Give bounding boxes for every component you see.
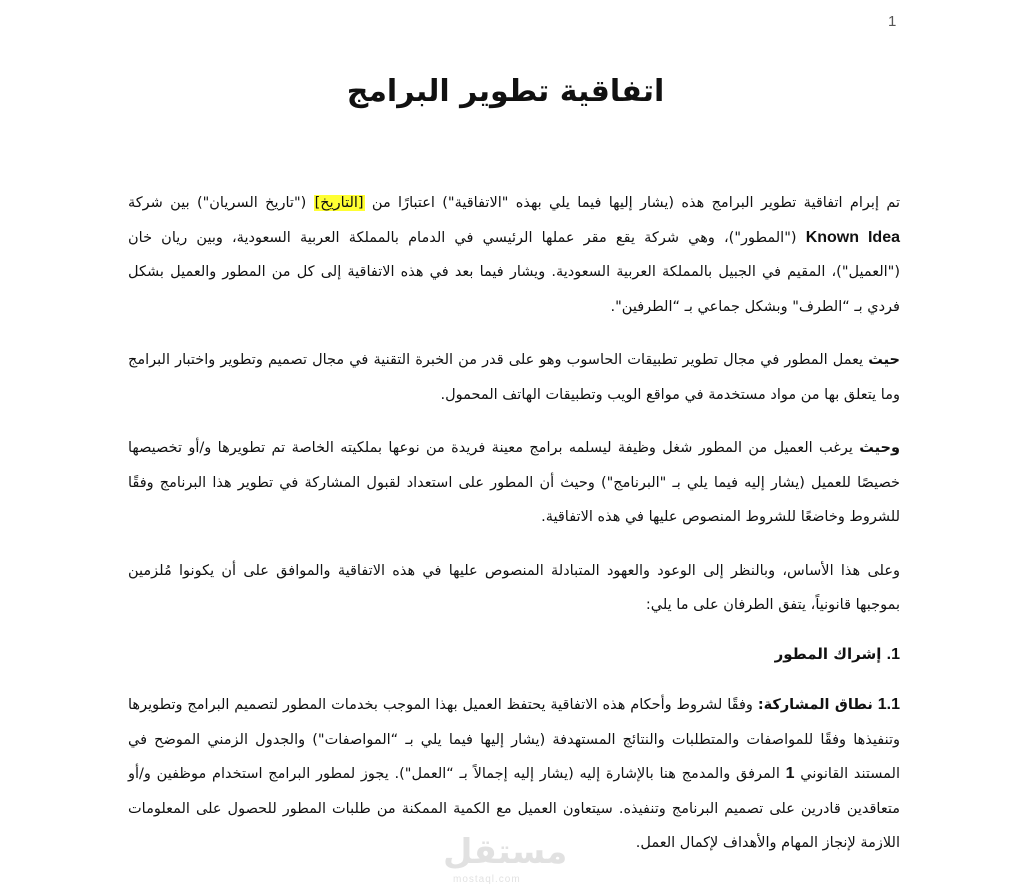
page-number: 1 [888,13,897,30]
whereas-lead-1: حيث [868,352,900,368]
preamble-paragraph-1 [128,186,900,324]
preamble-paragraph-4: وعلى هذا الأساس، وبالنظر إلى الوعود والعهود المتبادلة المنصوص عليها في هذه الاتفاقية والموافق على أن يكونوا مُلزمين بموجبها قانونياً، يتفق الطرفان على ما يلي: [128,562,900,613]
clause-1-1-appendix-number: 1 [785,765,795,782]
watermark-subtext: mostaql.com [453,874,521,885]
preamble-text-c: ("المطور")، وهي شركة يقع مقر عملها الرئيسي في الدمام بالمملكة العربية السعودية، وبين ريان خان ("العميل")، المقيم في الجبيل بالمملكة العربية السعودية. ويشار فيما بعد في هذه الاتفاقية إلى كل من المطور والعميل بشكل فردي بـ “الطرف" وبشكل جماعي بـ “الطرفين". [128,229,900,315]
preamble-paragraph-3 [128,431,900,535]
section-1-title: إشراك المطور [774,644,882,663]
clause-1-1 [128,688,900,861]
company-name: Known Idea [805,228,900,246]
watermark-logo-text: مستقل [443,832,568,872]
document-body [128,186,900,880]
preamble-text-a: تم إبرام اتفاقية تطوير البرامج هذه (يشار إليها فيما يلي بهذه "الاتفاقية") اعتبارًا من [364,195,901,211]
document-title: اتفاقية تطوير البرامج [346,74,665,109]
section-1-heading [128,637,900,673]
whereas-lead-2: وحيث [859,440,900,456]
clause-1-1-text-a: وفقًا لشروط وأحكام هذه الاتفاقية يحتفظ العميل بهذا الموجب بخدمات المطور لتصميم البرامج وتطويرها وتنفيذها وفقًا للمواصفات والمتطلبات والنتائج المستهدفة (يشار إليها فيما يلي بـ “المواصفات") والجدول الزمني الموضح في المستند القانوني [128,697,901,782]
clause-1-1-text-b: المرفق والمدمج هنا بالإشارة إليه (يشار إليه إجمالاً بـ “العمل"). يجوز لمطور البرامج استخدام موظفين و/أو متعاقدين قادرين على تصميم البرنامج وتنفيذه. سيتعاون العميل مع الكمية الممكنة من طلبات المطور للحصول على المعلومات اللازمة لإنجاز المهام والأهداف لإكمال العمل. [128,766,900,851]
clause-1-1-title: نطاق المشاركة: [757,697,873,713]
preamble-paragraph-2 [128,343,900,412]
preamble-text-b: ("تاريخ السريان") بين شركة [128,195,314,211]
date-placeholder-highlight: [التاريخ] [314,195,364,211]
whereas-text-1: يعمل المطور في مجال تطوير تطبيقات الحاسوب وهو على قدر من الخبرة التقنية في مجال تصميم وتطوير واختبار البرامج وما يتعلق بها من مواد مستخدمة في مواقع الويب وتطبيقات الهاتف المحمول. [128,352,900,403]
section-1-number: 1. [886,645,900,663]
clause-1-1-number: 1.1 [877,696,900,713]
whereas-text-2: يرغب العميل من المطور شغل وظيفة ليسلمه برامج معينة فريدة من نوعها بملكيته الخاصة تم تطويرها و/أو تخصيصها خصيصًا للعميل (يشار إليه فيما يلي بـ "البرنامج") وحيث أن المطور على استعداد لقبول المشاركة في تطوير هذا البرنامج وفقًا للشروط وخاضعًا للشروط المنصوص عليها في هذه الاتفاقية. [128,440,900,525]
